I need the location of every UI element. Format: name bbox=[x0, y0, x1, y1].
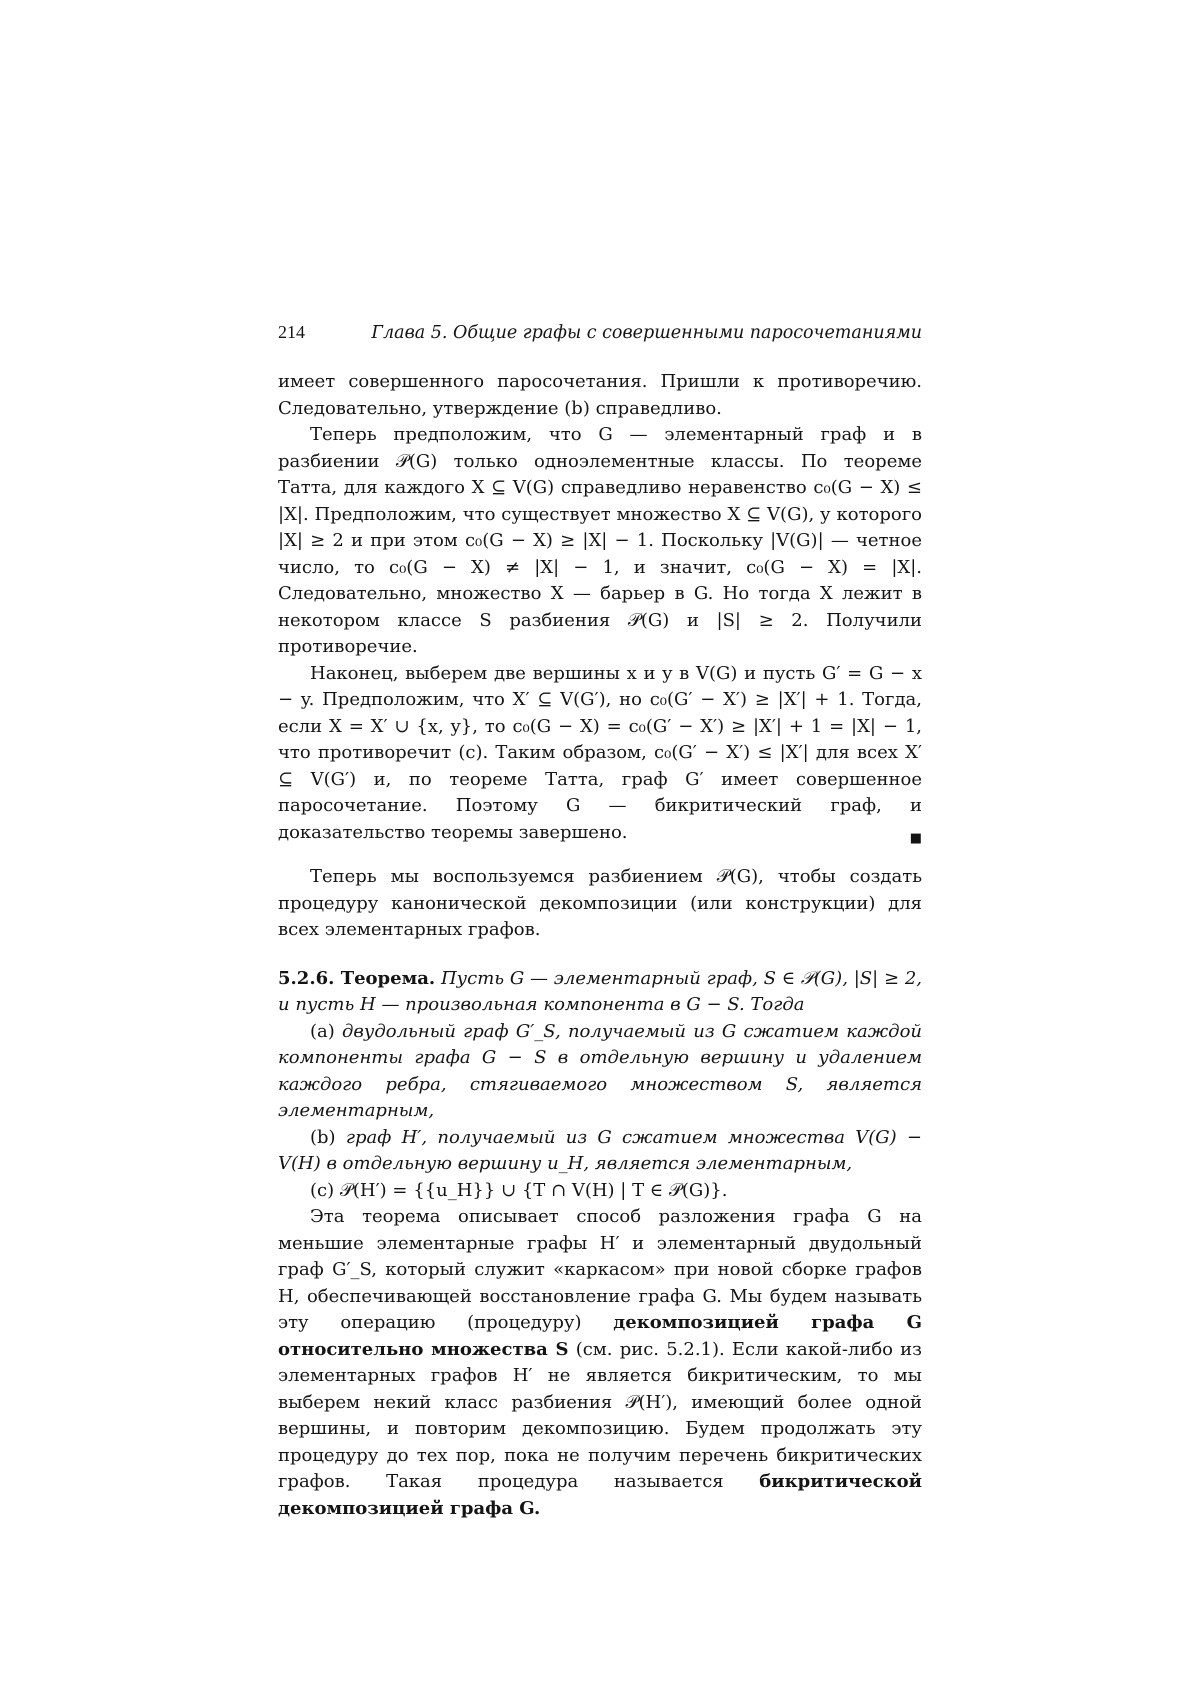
page-number: 214 bbox=[278, 322, 305, 342]
item-b-tag: (b) bbox=[310, 1126, 336, 1148]
item-a-text: двудольный граф G′_S, получаемый из G сжатием каждой компоненты графа G − S в отдельную вершину и удалением каждого ребра, стягиваемого множеством S, является элементарным, bbox=[278, 1020, 922, 1121]
item-a-tag: (a) bbox=[310, 1020, 335, 1042]
item-c-text: 𝒫(H′) = {{u_H}} ∪ {T ∩ V(H) | T ∈ 𝒫(G)}. bbox=[339, 1179, 728, 1201]
item-c-tag: (c) bbox=[310, 1179, 335, 1201]
closing-paragraph bbox=[278, 1204, 922, 1522]
theorem-item-a bbox=[278, 1019, 922, 1125]
paragraph-4: Теперь мы воспользуемся разбиением 𝒫(G), чтобы создать процедуру канонической декомпозиции (или конструкции) для всех элементарных графов. bbox=[278, 866, 922, 940]
paragraph-2: Теперь предположим, что G — элементарный граф и в разбиении 𝒫(G) только одноэлементные классы. По теореме Татта, для каждого X ⊆ V(G) справедливо неравенство c₀(G − X) ≤ |X|. Предположим, что существует множество X ⊆ V(G), у которого |X| ≥ 2 и при этом c₀(G − X) ≥ |X| − 1. Поскольку |V(G)| — четное число, то c₀(G − X) ≠ |X| − 1, и значит, c₀(G − X) = |X|. Следовательно, множество X — барьер в G. Но тогда X лежит в некотором классе S разбиения 𝒫(G) и |S| ≥ 2. Получили противоречие. bbox=[278, 424, 922, 657]
theorem-item-b bbox=[278, 1125, 922, 1178]
closing-bold-term-1: декомпозицией графа G относительно множества S bbox=[278, 1312, 922, 1360]
chapter-title: Глава 5. Общие графы с совершенными паросочетаниями bbox=[371, 323, 922, 343]
closing-text-2: (см. рис. 5.2.1). Если какой-либо из элементарных графов H′ не является бикритическим, то мы выберем некий класс разбиения 𝒫(H′), имеющий более одной вершины, и повторим декомпозицию. Будем продолжать эту процедуру до тех пор, пока не получим перечень бикритических графов. Такая процедура называется bbox=[278, 1338, 922, 1492]
theorem-item-c bbox=[278, 1178, 922, 1205]
theorem-intro: Пусть G — элементарный граф, S ∈ 𝒫(G), |S| ≥ 2, и пусть H — произвольная компонента в G − S. Тогда bbox=[278, 967, 922, 1015]
paragraph-3-text: Наконец, выберем две вершины x и y в V(G) и пусть G′ = G − x − y. Предположим, что X′ ⊆ V(G′), но c₀(G′ − X′) ≥ |X′| + 1. Тогда, если X = X′ ∪ {x, y}, то c₀(G − X) = c₀(G′ − X′) ≥ |X′| + 1 = |X| − 1, что противоречит (c). Таким образом, c₀(G′ − X′) ≤ |X′| для всех X′ ⊆ V(G′) и, по теореме Татта, граф G′ имеет совершенное паросочетание. Поэтому G — бикритический граф, и доказательство теоремы завершено. bbox=[278, 662, 922, 843]
paragraph-3 bbox=[278, 661, 922, 847]
qed-mark: ■ bbox=[909, 830, 922, 846]
closing-text-1: Эта теорема описывает способ разложения графа G на меньшие элементарные графы H′ и элементарный двудольный граф G′_S, который служит «каркасом» при новой сборке графов H, обеспечивающей восстановление графа G. Мы будем называть эту операцию (процедуру) bbox=[278, 1206, 922, 1333]
item-b-text: граф H′, получаемый из G сжатием множества V(G) − V(H) в отдельную вершину u_H, является элементарным, bbox=[278, 1126, 922, 1174]
closing-bold-term-2: бикритической декомпозицией графа G. bbox=[278, 1471, 922, 1519]
theorem-label: 5.2.6. Теорема. bbox=[278, 967, 436, 989]
theorem-statement bbox=[278, 966, 922, 1019]
running-header bbox=[278, 322, 922, 343]
book-page bbox=[278, 322, 922, 1522]
paragraph-1: имеет совершенного паросочетания. Пришли к противоречию. Следовательно, утверждение (b) справедливо. bbox=[278, 371, 922, 419]
